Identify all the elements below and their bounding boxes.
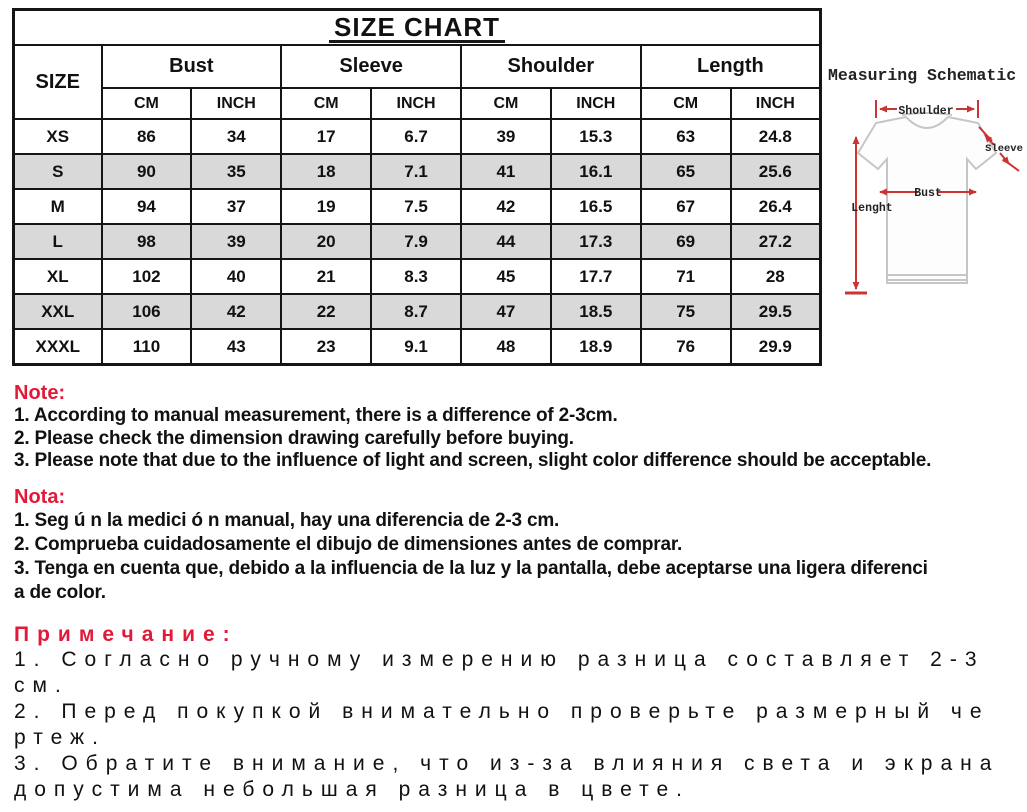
value-cell: 18 — [281, 154, 371, 189]
shoulder-label: Shoulder — [898, 105, 954, 118]
value-cell: 23 — [281, 329, 371, 365]
col-group-bust: Bust — [102, 45, 282, 88]
note-spanish-line-4: a de color. — [14, 581, 106, 603]
value-cell: 17 — [281, 119, 371, 154]
value-cell: 7.1 — [371, 154, 461, 189]
notes-section — [14, 382, 1026, 803]
value-cell: 16.1 — [551, 154, 641, 189]
value-cell: 24.8 — [731, 119, 821, 154]
unit-bust-inch: INCH — [191, 88, 281, 119]
unit-sleeve-cm: CM — [281, 88, 371, 119]
value-cell: 41 — [461, 154, 551, 189]
value-cell: 9.1 — [371, 329, 461, 365]
note-english-line-3: 3. Please note that due to the influence of light and screen, slight color difference should be acceptable. — [14, 450, 932, 471]
table-title-row — [14, 10, 821, 46]
value-cell: 42 — [191, 294, 281, 329]
value-cell: 34 — [191, 119, 281, 154]
note-spanish — [14, 486, 1026, 605]
size-cell: M — [14, 189, 102, 224]
note-russian-line-2: см. — [14, 673, 69, 697]
value-cell: 40 — [191, 259, 281, 294]
value-cell: 26.4 — [731, 189, 821, 224]
value-cell: 71 — [641, 259, 731, 294]
value-cell: 15.3 — [551, 119, 641, 154]
col-header-size: SIZE — [14, 45, 102, 119]
note-russian-line-1: 1. Согласно ручному измерению разница составляет 2-3 — [14, 647, 985, 671]
value-cell: 17.7 — [551, 259, 641, 294]
value-cell: 45 — [461, 259, 551, 294]
value-cell: 7.5 — [371, 189, 461, 224]
note-english — [14, 382, 1026, 473]
value-cell: 27.2 — [731, 224, 821, 259]
note-english-line-2: 2. Please check the dimension drawing carefully before buying. — [14, 427, 574, 449]
table-row-xxxl — [14, 329, 821, 365]
table-row-s — [14, 154, 821, 189]
size-cell: L — [14, 224, 102, 259]
value-cell: 16.5 — [551, 189, 641, 224]
note-russian-line-6: допустима небольшая разница в цвете. — [14, 777, 691, 801]
size-cell: XXXL — [14, 329, 102, 365]
note-spanish-line-3: 3. Tenga en cuenta que, debido a la influencia de la luz y la pantalla, debe aceptarse una ligera diferenci — [14, 557, 928, 579]
note-english-line-1: 1. According to manual measurement, there is a difference of 2-3cm. — [14, 405, 618, 426]
size-chart-table — [12, 8, 822, 366]
size-cell: S — [14, 154, 102, 189]
note-russian-line-5: 3. Обратите внимание, что из-за влияния света и экрана — [14, 751, 1000, 775]
length-label: Lenght — [851, 202, 893, 215]
value-cell: 18.5 — [551, 294, 641, 329]
unit-bust-cm: CM — [102, 88, 192, 119]
value-cell: 20 — [281, 224, 371, 259]
value-cell: 75 — [641, 294, 731, 329]
note-spanish-heading: Nota: — [14, 485, 66, 508]
value-cell: 110 — [102, 329, 192, 365]
note-spanish-line-1: 1. Seg ú n la medici ó n manual, hay una diferencia de 2-3 cm. — [14, 509, 560, 531]
value-cell: 35 — [191, 154, 281, 189]
value-cell: 42 — [461, 189, 551, 224]
note-spanish-line-2: 2. Comprueba cuidadosamente el dibujo de dimensiones antes de comprar. — [14, 533, 683, 555]
sleeve-label: Sleeve — [985, 143, 1023, 155]
schematic-title: Measuring Schematic — [828, 66, 1017, 85]
value-cell: 67 — [641, 189, 731, 224]
table-row-xxl — [14, 294, 821, 329]
size-cell: XXL — [14, 294, 102, 329]
unit-shoulder-inch: INCH — [551, 88, 641, 119]
value-cell: 29.9 — [731, 329, 821, 365]
value-cell: 8.3 — [371, 259, 461, 294]
note-english-heading: Note: — [14, 382, 66, 404]
table-row-m — [14, 189, 821, 224]
unit-shoulder-cm: CM — [461, 88, 551, 119]
tshirt-diagram — [828, 87, 1027, 315]
size-chart-title — [14, 10, 821, 46]
value-cell: 8.7 — [371, 294, 461, 329]
col-group-sleeve: Sleeve — [281, 45, 461, 88]
note-russian — [14, 622, 1026, 803]
value-cell: 102 — [102, 259, 192, 294]
value-cell: 90 — [102, 154, 192, 189]
value-cell: 94 — [102, 189, 192, 224]
value-cell: 29.5 — [731, 294, 821, 329]
value-cell: 39 — [191, 224, 281, 259]
value-cell: 18.9 — [551, 329, 641, 365]
value-cell: 21 — [281, 259, 371, 294]
value-cell: 7.9 — [371, 224, 461, 259]
unit-length-cm: CM — [641, 88, 731, 119]
col-group-shoulder: Shoulder — [461, 45, 641, 88]
value-cell: 63 — [641, 119, 731, 154]
value-cell: 106 — [102, 294, 192, 329]
value-cell: 86 — [102, 119, 192, 154]
value-cell: 17.3 — [551, 224, 641, 259]
value-cell: 22 — [281, 294, 371, 329]
unit-length-inch: INCH — [731, 88, 821, 119]
value-cell: 37 — [191, 189, 281, 224]
col-group-length: Length — [641, 45, 821, 88]
size-cell: XL — [14, 259, 102, 294]
value-cell: 76 — [641, 329, 731, 365]
value-cell: 39 — [461, 119, 551, 154]
size-chart-table-wrap — [12, 8, 822, 366]
value-cell: 6.7 — [371, 119, 461, 154]
value-cell: 25.6 — [731, 154, 821, 189]
value-cell: 65 — [641, 154, 731, 189]
note-russian-heading: Примечание: — [14, 622, 238, 646]
unit-sleeve-inch: INCH — [371, 88, 461, 119]
value-cell: 44 — [461, 224, 551, 259]
size-cell: XS — [14, 119, 102, 154]
size-chart-title-text: SIZE CHART — [329, 14, 505, 43]
measuring-schematic — [828, 66, 1027, 315]
value-cell: 28 — [731, 259, 821, 294]
table-group-header-row — [14, 45, 821, 88]
note-russian-line-3: 2. Перед покупкой внимательно проверьте размерный че — [14, 699, 990, 723]
value-cell: 48 — [461, 329, 551, 365]
value-cell: 69 — [641, 224, 731, 259]
table-row-l — [14, 224, 821, 259]
note-russian-line-4: ртеж. — [14, 725, 106, 749]
value-cell: 43 — [191, 329, 281, 365]
table-unit-header-row — [14, 88, 821, 119]
value-cell: 19 — [281, 189, 371, 224]
table-row-xl — [14, 259, 821, 294]
bust-label: Bust — [914, 187, 942, 200]
value-cell: 47 — [461, 294, 551, 329]
table-row-xs — [14, 119, 821, 154]
value-cell: 98 — [102, 224, 192, 259]
